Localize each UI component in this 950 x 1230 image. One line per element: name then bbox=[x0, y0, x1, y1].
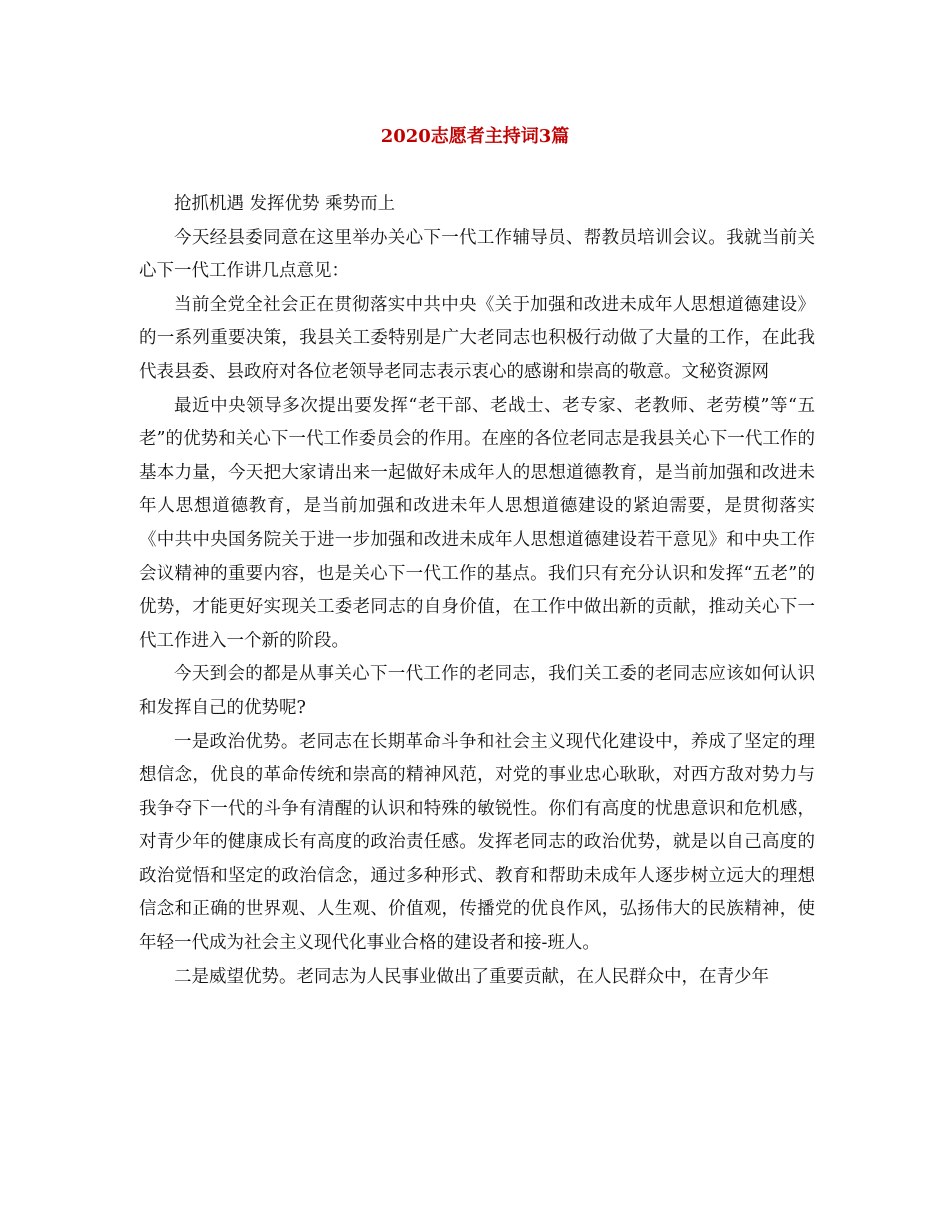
document-title: 2020志愿者主持词3篇 bbox=[380, 126, 570, 147]
paragraph: 二是威望优势。老同志为人民事业做出了重要贡献，在人民群众中，在青少年 bbox=[174, 966, 769, 987]
paragraph: 最近中央领导多次提出要发挥“老干部、老战士、老专家、老教师、老劳模”等“五老”的优势和关心下一代工作委员会的作用。在座的各位老同志是我县关心下一代工作的基本力量，今天把大家请出来一起做好未成年人的思想道德教育，是当前加强和改进未年人思想道德教育，是当前加强和改进未年人思想道德建设的紧迫需要，是贯彻落实《中共中央国务院关于进一步加强和改进未成年人思想道德建设若干意见》和中央工作会议精神的重要内容，也是关心下一代工作的基点。我们只有充分认识和发挥“五老”的优势，才能更好实现关工委老同志的自身价值，在工作中做出新的贡献，推动关心下一代工作进入一个新的阶段。 bbox=[139, 395, 815, 651]
paragraph: 今天到会的都是从事关心下一代工作的老同志，我们关工委的老同志应该如何认识和发挥自己的优势呢? bbox=[139, 664, 815, 718]
paragraph: 今天经县委同意在这里举办关心下一代工作辅导员、帮教员培训会议。我就当前关心下一代工作讲几点意见： bbox=[139, 227, 815, 282]
paragraph: 当前全党全社会正在贯彻落实中共中央《关于加强和改进未成年人思想道德建设》的一系列重要决策，我县关工委特别是广大老同志也积极行动做了大量的工作，在此我代表县委、县政府对各位老领导老同志表示衷心的感谢和崇高的敬意。文秘资源网 bbox=[139, 294, 815, 382]
paragraph: 一是政治优势。老同志在长期革命斗争和社会主义现代化建设中，养成了坚定的理想信念，优良的革命传统和崇高的精神风范，对党的事业忠心耿耿，对西方敌对势力与我争夺下一代的斗争有清醒的认识和特殊的敏锐性。你们有高度的忧患意识和危机感，对青少年的健康成长有高度的政治责任感。发挥老同志的政治优势，就是以自己高度的政治觉悟和坚定的政治信念，通过多种形式、教育和帮助未成年人逐步树立远大的理想信念和正确的世界观、人生观、价值观，传播党的优良作风，弘扬伟大的民族精神，使年轻一代成为社会主义现代化事业合格的建设者和接-班人。 bbox=[139, 731, 815, 954]
document-body bbox=[139, 188, 815, 994]
paragraph-subtitle: 抢抓机遇 发挥优势 乘势而上 bbox=[174, 194, 396, 214]
